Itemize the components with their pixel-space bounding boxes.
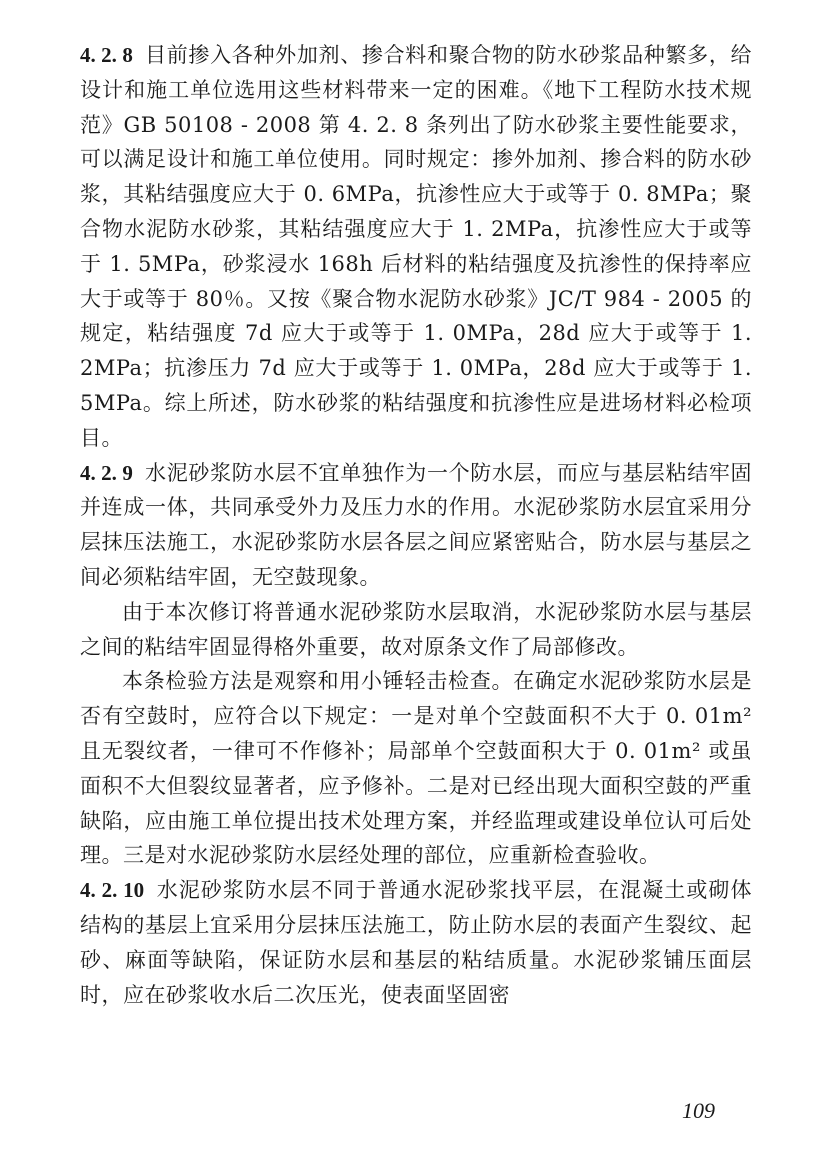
section-text: 水泥砂浆防水层不宜单独作为一个防水层，而应与基层粘结牢固并连成一体，共同承受外力及压力水的作用。水泥砂浆防水层宜采用分层抹压法施工，水泥砂浆防水层各层之间应紧密贴合，防水层与基层之间必须粘结牢固，无空鼓现象。 (80, 460, 753, 589)
section-text: 水泥砂浆防水层不同于普通水泥砂浆找平层，在混凝土或砌体结构的基层上宜采用分层抹压法施工，防止防水层的表面产生裂纹、起砂、麻面等缺陷，保证防水层和基层的粘结质量。水泥砂浆铺压面层时，应在砂浆收水后二次压光，使表面坚固密 (80, 878, 753, 1007)
section-4-2-8 (80, 38, 752, 456)
section-4-2-10 (80, 873, 752, 1012)
section-number: 4. 2. 8 (80, 43, 133, 67)
paragraph-text: 由于本次修订将普通水泥砂浆防水层取消，水泥砂浆防水层与基层之间的粘结牢固显得格外重要，故对原条文作了局部修改。 (80, 599, 752, 659)
page-number: 109 (682, 1098, 715, 1123)
paragraph-revision-note (80, 595, 752, 665)
section-4-2-9 (80, 456, 752, 595)
section-number: 4. 2. 10 (80, 878, 145, 903)
document-body (80, 38, 752, 1012)
section-number: 4. 2. 9 (80, 460, 133, 485)
paragraph-text: 本条检验方法是观察和用小锤轻击检查。在确定水泥砂浆防水层是否有空鼓时，应符合以下规定：一是对单个空鼓面积不大于 0. 01m² 且无裂纹者，一律可不作修补；局部单个空鼓面积大于 0. 01m² 或虽面积不大但裂纹显著者，应予修补。二是对已经出现大面积空鼓的严重缺陷，应由施工单位提出技术处理方案，并经监理或建设单位认可后处理。三是对水泥砂浆防水层经处理的部位，应重新检查验收。 (80, 669, 752, 868)
section-text: 目前掺入各种外加剂、掺合料和聚合物的防水砂浆品种繁多，给设计和施工单位选用这些材料带来一定的困难。《地下工程防水技术规范》GB 50108 - 2008 第 4. 2. 8 条列出了防水砂浆主要性能要求，可以满足设计和施工单位使用。同时规定：掺外加剂、掺合料的防水砂浆，其粘结强度应大于 0. 6MPa，抗渗性应大于或等于 0. 8MPa；聚合物水泥防水砂浆，其粘结强度应大于 1. 2MPa，抗渗性应大于或等于 1. 5MPa，砂浆浸水 168h 后材料的粘结强度及抗渗性的保持率应大于或等于 80％。又按《聚合物水泥防水砂浆》JC/T 984 - 2005 的规定，粘结强度 7d 应大于或等于 1. 0MPa，28d 应大于或等于 1. 2MPa；抗渗压力 7d 应大于或等于 1. 0MPa，28d 应大于或等于 1. 5MPa。综上所述，防水砂浆的粘结强度和抗渗性应是进场材料必检项目。 (80, 43, 753, 450)
paragraph-inspection-method (80, 664, 752, 873)
